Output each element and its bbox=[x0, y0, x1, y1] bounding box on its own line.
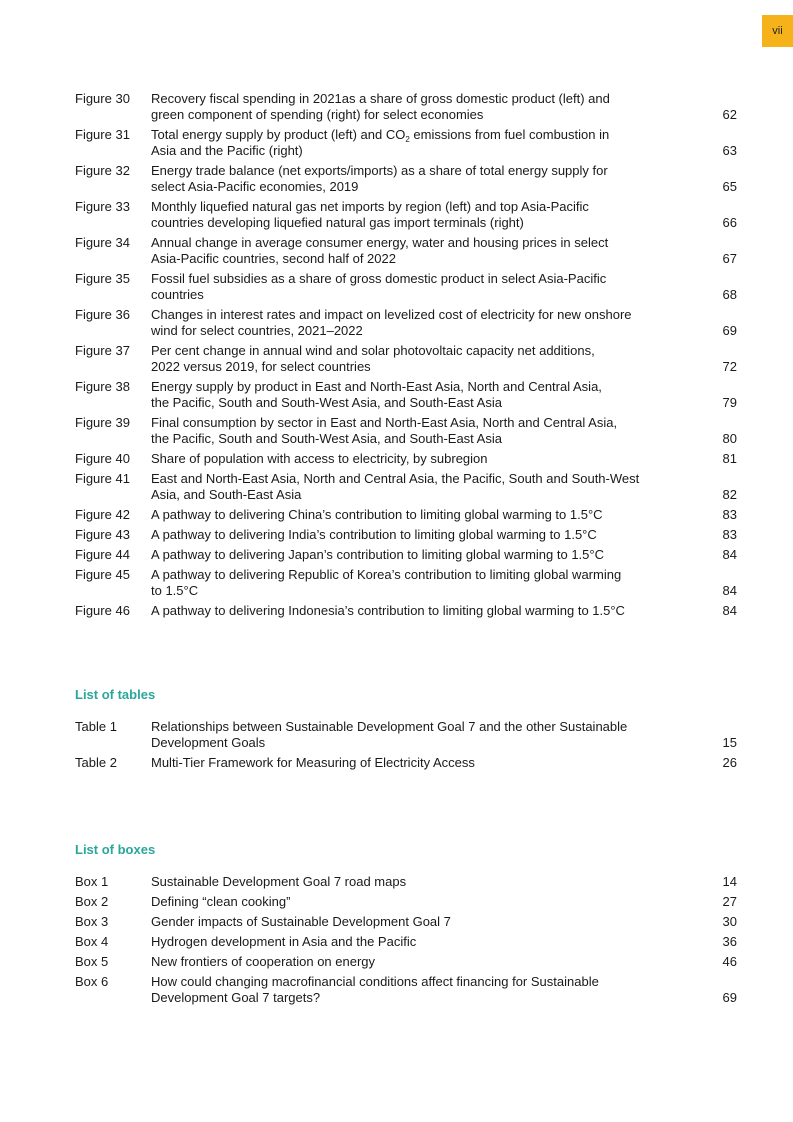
entry-page-number[interactable]: 79 bbox=[722, 395, 737, 410]
entry-title-text: A pathway to delivering Indonesia’s contribution to limiting global warming to 1.5°C bbox=[151, 603, 625, 618]
entry-page-number[interactable]: 27 bbox=[722, 894, 737, 909]
entry-title-line bbox=[151, 127, 697, 143]
entry-label: Figure 41 bbox=[75, 471, 130, 486]
toc-entry[interactable] bbox=[75, 127, 737, 159]
entry-title-line bbox=[151, 163, 697, 179]
toc-entry[interactable] bbox=[75, 914, 737, 930]
entry-label: Figure 33 bbox=[75, 199, 130, 214]
entry-title[interactable] bbox=[151, 91, 697, 123]
toc-entry[interactable] bbox=[75, 755, 737, 771]
entry-title-line bbox=[151, 215, 697, 231]
entry-title[interactable] bbox=[151, 415, 697, 447]
entry-title-text: Gender impacts of Sustainable Development Goal 7 bbox=[151, 914, 451, 929]
toc-entry[interactable] bbox=[75, 603, 737, 619]
entry-page-number[interactable]: 69 bbox=[722, 990, 737, 1005]
entry-page-number[interactable]: 36 bbox=[722, 934, 737, 949]
entry-title-line bbox=[151, 431, 697, 447]
entry-title[interactable] bbox=[151, 127, 697, 159]
entry-title[interactable] bbox=[151, 235, 697, 267]
entry-label: Figure 36 bbox=[75, 307, 130, 322]
entry-title-line bbox=[151, 874, 697, 890]
entry-title-text: Recovery fiscal spending in 2021as a share of gross domestic product (left) and bbox=[151, 91, 610, 106]
entry-label: Figure 35 bbox=[75, 271, 130, 286]
subscript: 2 bbox=[405, 135, 410, 144]
entry-label: Figure 45 bbox=[75, 567, 130, 582]
toc-entry[interactable] bbox=[75, 874, 737, 890]
entry-title-line bbox=[151, 974, 697, 990]
entry-page-number[interactable]: 66 bbox=[722, 215, 737, 230]
entry-title-text: A pathway to delivering Japan’s contribution to limiting global warming to 1.5°C bbox=[151, 547, 604, 562]
entry-title[interactable] bbox=[151, 451, 697, 467]
entry-title-text: Monthly liquefied natural gas net imports by region (left) and top Asia-Pacific bbox=[151, 199, 589, 214]
entry-title[interactable] bbox=[151, 954, 697, 970]
entry-title-text: East and North-East Asia, North and Central Asia, the Pacific, South and South-West bbox=[151, 471, 640, 486]
entry-title-line bbox=[151, 755, 697, 771]
entry-title-line bbox=[151, 379, 697, 395]
entry-label: Box 3 bbox=[75, 914, 109, 929]
entry-title-text: Annual change in average consumer energy, water and housing prices in select bbox=[151, 235, 609, 250]
entry-title-line bbox=[151, 894, 697, 910]
entry-title-line bbox=[151, 287, 697, 303]
entry-page-number[interactable]: 82 bbox=[722, 487, 737, 502]
entry-title[interactable] bbox=[151, 163, 697, 195]
entry-title-line bbox=[151, 235, 697, 251]
entry-title[interactable] bbox=[151, 343, 697, 375]
entry-title[interactable] bbox=[151, 507, 697, 523]
list-of-figures bbox=[75, 91, 737, 623]
entry-page-number[interactable]: 62 bbox=[722, 107, 737, 122]
entry-title[interactable] bbox=[151, 379, 697, 411]
entry-page-number[interactable]: 83 bbox=[722, 507, 737, 522]
entry-label: Box 1 bbox=[75, 874, 109, 889]
entry-title-text: Share of population with access to electricity, by subregion bbox=[151, 451, 488, 466]
entry-title-line bbox=[151, 507, 697, 523]
entry-title-text: 2022 versus 2019, for select countries bbox=[151, 359, 371, 374]
entry-label: Figure 44 bbox=[75, 547, 130, 562]
toc-entry[interactable] bbox=[75, 719, 737, 751]
entry-label: Figure 38 bbox=[75, 379, 130, 394]
toc-entry[interactable] bbox=[75, 235, 737, 267]
entry-label: Figure 30 bbox=[75, 91, 130, 106]
toc-entry[interactable] bbox=[75, 451, 737, 467]
entry-page-number[interactable]: 80 bbox=[722, 431, 737, 446]
entry-title[interactable] bbox=[151, 307, 697, 339]
entry-title-line bbox=[151, 179, 697, 195]
entry-title-text: wind for select countries, 2021–2022 bbox=[151, 323, 363, 338]
toc-entry[interactable] bbox=[75, 527, 737, 543]
entry-title-line bbox=[151, 359, 697, 375]
entry-title[interactable] bbox=[151, 894, 697, 910]
entry-title[interactable] bbox=[151, 527, 697, 543]
entry-title-text: Asia-Pacific countries, second half of 2022 bbox=[151, 251, 396, 266]
entry-title-line bbox=[151, 934, 697, 950]
toc-entry[interactable] bbox=[75, 547, 737, 563]
entry-title-line bbox=[151, 735, 697, 751]
entry-page-number[interactable]: 69 bbox=[722, 323, 737, 338]
entry-title-line bbox=[151, 199, 697, 215]
entry-title-text: A pathway to delivering China’s contribution to limiting global warming to 1.5°C bbox=[151, 507, 603, 522]
entry-title-line bbox=[151, 471, 697, 487]
entry-title-text: Asia and the Pacific (right) bbox=[151, 143, 303, 158]
toc-entry[interactable] bbox=[75, 379, 737, 411]
entry-page-number[interactable]: 84 bbox=[722, 583, 737, 598]
toc-entry[interactable] bbox=[75, 415, 737, 447]
list-of-tables bbox=[75, 719, 737, 775]
toc-entry[interactable] bbox=[75, 199, 737, 231]
entry-title-text: countries bbox=[151, 287, 204, 302]
toc-entry[interactable] bbox=[75, 343, 737, 375]
entry-title-text: A pathway to delivering India’s contribution to limiting global warming to 1.5°C bbox=[151, 527, 597, 542]
entry-title[interactable] bbox=[151, 471, 697, 503]
entry-label: Box 5 bbox=[75, 954, 109, 969]
entry-label: Figure 31 bbox=[75, 127, 130, 142]
entry-title-text: the Pacific, South and South-West Asia, and South-East Asia bbox=[151, 431, 502, 446]
entry-title[interactable] bbox=[151, 199, 697, 231]
entry-page-number[interactable]: 72 bbox=[722, 359, 737, 374]
entry-title[interactable] bbox=[151, 974, 697, 1006]
entry-label: Figure 32 bbox=[75, 163, 130, 178]
entry-page-number[interactable]: 83 bbox=[722, 527, 737, 542]
page-number-badge: vii bbox=[762, 15, 793, 47]
entry-title-text: Defining “clean cooking” bbox=[151, 894, 291, 909]
entry-label: Figure 43 bbox=[75, 527, 130, 542]
entry-title-line bbox=[151, 487, 697, 503]
entry-label: Table 2 bbox=[75, 755, 117, 770]
entry-title[interactable] bbox=[151, 567, 697, 599]
entry-page-number[interactable]: 67 bbox=[722, 251, 737, 266]
toc-entry[interactable] bbox=[75, 954, 737, 970]
toc-entry[interactable] bbox=[75, 163, 737, 195]
entry-page-number[interactable]: 65 bbox=[722, 179, 737, 194]
entry-title[interactable] bbox=[151, 755, 697, 771]
toc-entry[interactable] bbox=[75, 974, 737, 1006]
entry-title-text: Development Goal 7 targets? bbox=[151, 990, 321, 1005]
entry-title-text: Fossil fuel subsidies as a share of gross domestic product in select Asia-Pacific bbox=[151, 271, 607, 286]
entry-page-number[interactable]: 26 bbox=[722, 755, 737, 770]
entry-title-line bbox=[151, 583, 697, 599]
entry-label: Box 6 bbox=[75, 974, 109, 989]
toc-entry[interactable] bbox=[75, 91, 737, 123]
entry-label: Table 1 bbox=[75, 719, 117, 734]
entry-title-line bbox=[151, 567, 697, 583]
entry-title-text: Total energy supply by product (left) and CO bbox=[151, 127, 406, 142]
entry-title-text: How could changing macrofinancial conditions affect financing for Sustainable bbox=[151, 974, 599, 989]
entry-title-line bbox=[151, 527, 697, 543]
entry-title-text: to 1.5°C bbox=[151, 583, 199, 598]
entry-title-text: Final consumption by sector in East and North-East Asia, North and Central Asia, bbox=[151, 415, 618, 430]
entry-title-text: Sustainable Development Goal 7 road maps bbox=[151, 874, 407, 889]
entry-title-line bbox=[151, 719, 697, 735]
entry-title-text: New frontiers of cooperation on energy bbox=[151, 954, 376, 969]
entry-title-line bbox=[151, 307, 697, 323]
entry-label: Figure 34 bbox=[75, 235, 130, 250]
entry-title-text: emissions from fuel combustion in bbox=[409, 127, 610, 142]
entry-title-line bbox=[151, 271, 697, 287]
entry-page-number[interactable]: 68 bbox=[722, 287, 737, 302]
entry-page-number[interactable]: 84 bbox=[722, 603, 737, 618]
entry-title-text: Per cent change in annual wind and solar photovoltaic capacity net additions, bbox=[151, 343, 595, 358]
list-of-boxes bbox=[75, 874, 737, 1010]
entry-page-number[interactable]: 46 bbox=[722, 954, 737, 969]
entry-title-text: Energy trade balance (net exports/imports) as a share of total energy supply for bbox=[151, 163, 608, 178]
entry-title-text: Relationships between Sustainable Development Goal 7 and the other Sustainable bbox=[151, 719, 628, 734]
entry-title-text: Hydrogen development in Asia and the Pacific bbox=[151, 934, 417, 949]
entry-title-line bbox=[151, 954, 697, 970]
entry-title-text: A pathway to delivering Republic of Korea’s contribution to limiting global warming bbox=[151, 567, 622, 582]
entry-page-number[interactable]: 14 bbox=[722, 874, 737, 889]
entry-title[interactable] bbox=[151, 271, 697, 303]
list-of-tables-heading: List of tables bbox=[75, 687, 156, 702]
entry-page-number[interactable]: 81 bbox=[722, 451, 737, 466]
entry-title-text: Development Goals bbox=[151, 735, 266, 750]
entry-title-line bbox=[151, 990, 697, 1006]
entry-title-line bbox=[151, 451, 697, 467]
entry-label: Box 4 bbox=[75, 934, 109, 949]
entry-title-line bbox=[151, 323, 697, 339]
entry-title-line bbox=[151, 91, 697, 107]
entry-title-text: countries developing liquefied natural gas import terminals (right) bbox=[151, 215, 524, 230]
entry-title-line bbox=[151, 143, 697, 159]
toc-entry[interactable] bbox=[75, 471, 737, 503]
entry-title-text: Energy supply by product in East and North-East Asia, North and Central Asia, bbox=[151, 379, 602, 394]
entry-title-line bbox=[151, 603, 697, 619]
toc-entry[interactable] bbox=[75, 307, 737, 339]
entry-label: Figure 39 bbox=[75, 415, 130, 430]
entry-title-text: Asia, and South-East Asia bbox=[151, 487, 302, 502]
entry-label: Figure 46 bbox=[75, 603, 130, 618]
toc-entry[interactable] bbox=[75, 507, 737, 523]
entry-title-text: the Pacific, South and South-West Asia, and South-East Asia bbox=[151, 395, 502, 410]
entry-label: Box 2 bbox=[75, 894, 109, 909]
toc-entry[interactable] bbox=[75, 271, 737, 303]
entry-title[interactable] bbox=[151, 934, 697, 950]
entry-title-text: select Asia-Pacific economies, 2019 bbox=[151, 179, 359, 194]
entry-page-number[interactable]: 30 bbox=[722, 914, 737, 929]
list-of-boxes-heading: List of boxes bbox=[75, 842, 156, 857]
entry-title[interactable] bbox=[151, 914, 697, 930]
entry-title-line bbox=[151, 107, 697, 123]
toc-entry[interactable] bbox=[75, 934, 737, 950]
entry-label: Figure 37 bbox=[75, 343, 130, 358]
entry-title-line bbox=[151, 547, 697, 563]
entry-title-text: green component of spending (right) for select economies bbox=[151, 107, 484, 122]
entry-label: Figure 40 bbox=[75, 451, 130, 466]
entry-title-text: Multi-Tier Framework for Measuring of Electricity Access bbox=[151, 755, 475, 770]
entry-title-line bbox=[151, 914, 697, 930]
entry-title[interactable] bbox=[151, 874, 697, 890]
entry-title-line bbox=[151, 343, 697, 359]
toc-entry[interactable] bbox=[75, 567, 737, 599]
entry-page-number[interactable]: 84 bbox=[722, 547, 737, 562]
entry-title[interactable] bbox=[151, 603, 697, 619]
entry-title-text: Changes in interest rates and impact on levelized cost of electricity for new onshore bbox=[151, 307, 632, 322]
entry-label: Figure 42 bbox=[75, 507, 130, 522]
entry-page-number[interactable]: 15 bbox=[722, 735, 737, 750]
entry-title-line bbox=[151, 415, 697, 431]
entry-title-line bbox=[151, 395, 697, 411]
toc-entry[interactable] bbox=[75, 894, 737, 910]
entry-title[interactable] bbox=[151, 719, 697, 751]
entry-page-number[interactable]: 63 bbox=[722, 143, 737, 158]
entry-title-line bbox=[151, 251, 697, 267]
entry-title[interactable] bbox=[151, 547, 697, 563]
